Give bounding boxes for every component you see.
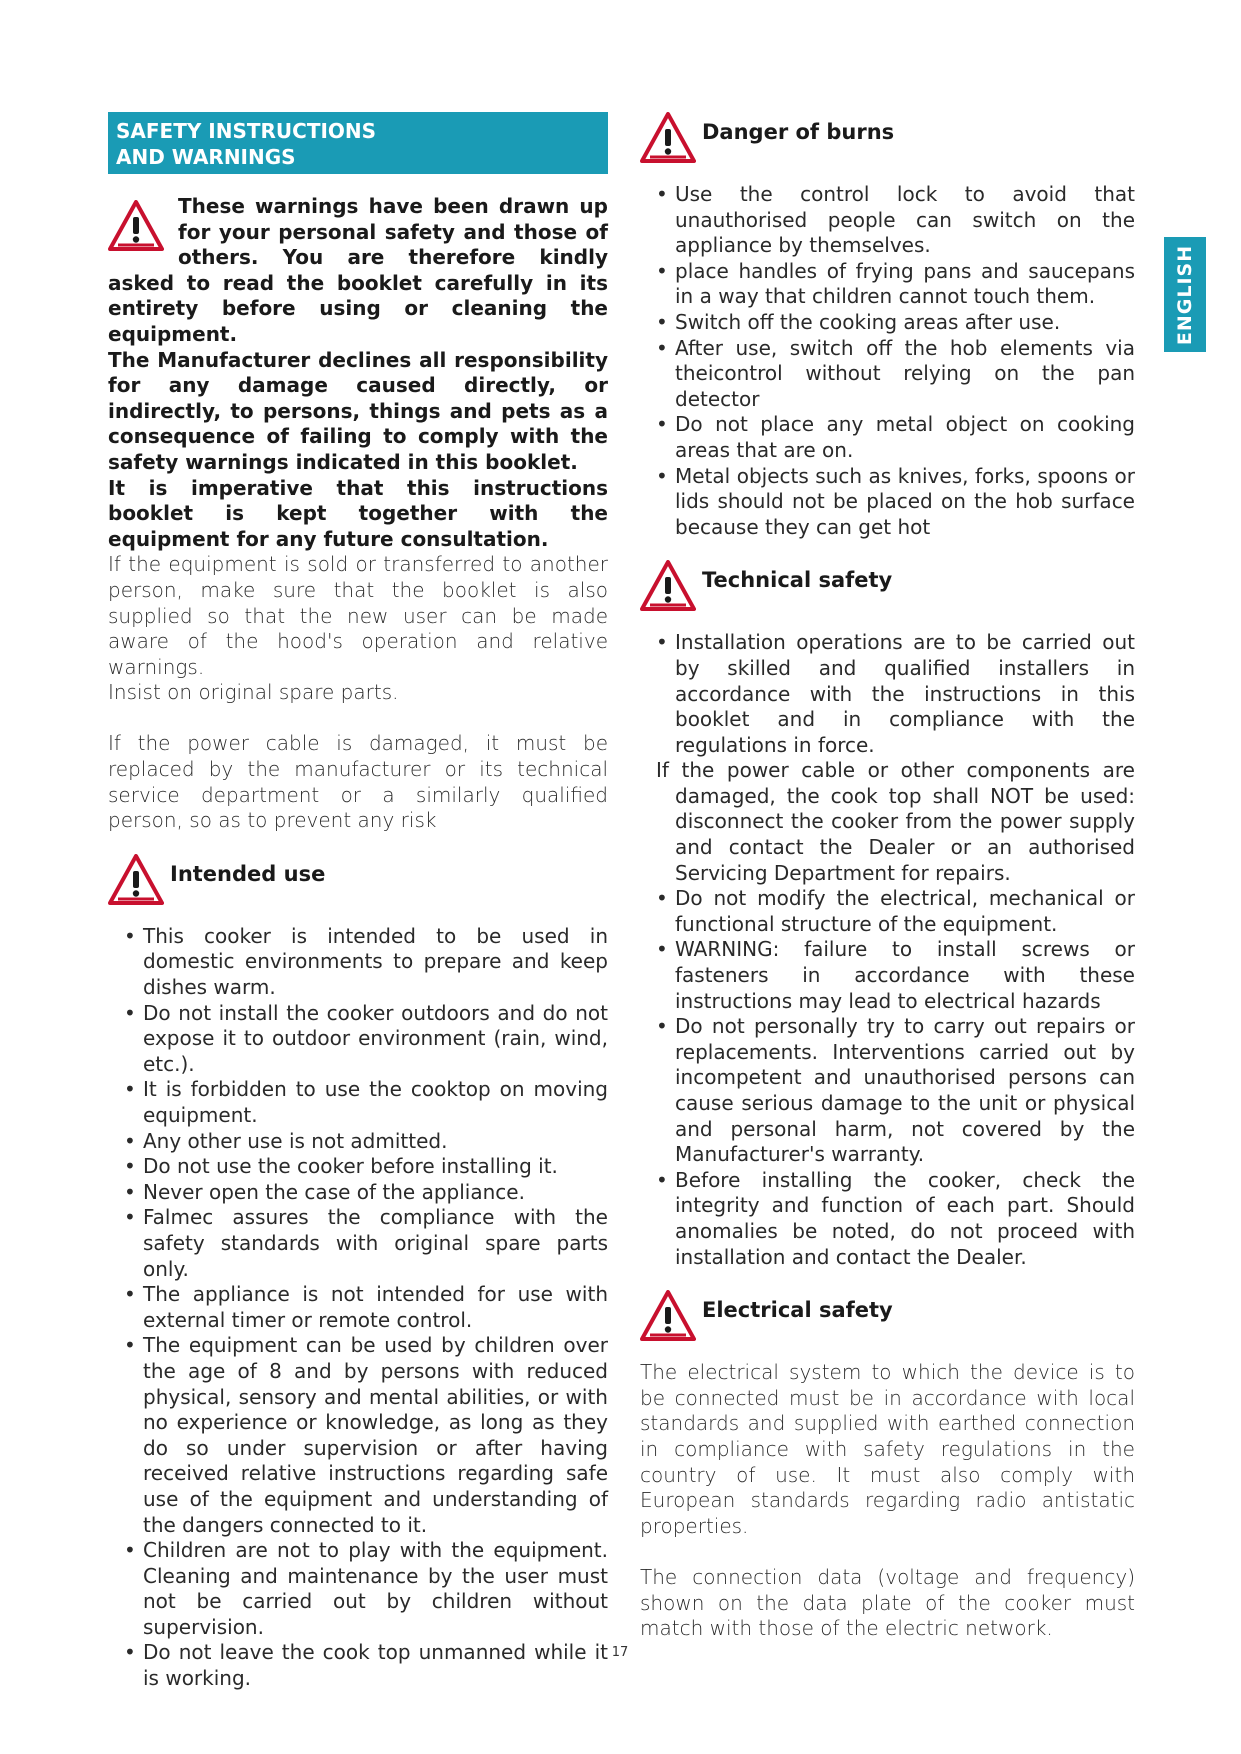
intro-transfer: If the equipment is sold or transferred to another person, make sure that the booklet is also supplied so that the new user can be made aware of the hood's operation and relative warnings. xyxy=(108,552,608,679)
list-item: • Do not modify the electrical, mechanical or functional structure of the equipment. xyxy=(640,886,1135,937)
list-item: • Do not install the cooker outdoors and do not expose it to outdoor environment (rain, wind, etc.). xyxy=(108,1001,608,1078)
list-item: • Falmec assures the compliance with the safety standards with original spare parts only. xyxy=(108,1205,608,1282)
list-item: • The appliance is not intended for use with external timer or remote control. xyxy=(108,1282,608,1333)
list-item: • It is forbidden to use the cooktop on moving equipment. xyxy=(108,1077,608,1128)
electrical-paragraph-1: The electrical system to which the device is to be connected must be in accordance with local standards and supplied with earthed connection in compliance with safety regulations in the country of use. It must also comply with European standards regarding radio antistatic properties. xyxy=(640,1360,1135,1538)
list-item: • place handles of frying pans and saucepans in a way that children cannot touch them. xyxy=(640,259,1135,310)
electrical-safety-title: Electrical safety xyxy=(702,1298,893,1323)
language-tab xyxy=(1164,237,1206,352)
intro-keep: It is imperative that this instructions booklet is kept together with the equipment for any future consultation. xyxy=(108,475,608,551)
list-item: • The equipment can be used by children over the age of 8 and by persons with reduced physical, sensory and mental abilities, or with no experience or knowledge, as long as they do so under supervision or after having received relative instructions regarding safe use of the equipment and understanding of the dangers connected to it. xyxy=(108,1333,608,1538)
intended-use-heading xyxy=(108,854,608,906)
warning-icon xyxy=(640,112,696,164)
language-tab-label: ENGLISH xyxy=(1174,244,1196,345)
intro-spare-parts: Insist on original spare parts. xyxy=(108,680,399,705)
list-item: • Do not use the cooker before installing it. xyxy=(108,1154,608,1180)
technical-safety-heading xyxy=(640,560,1135,612)
left-column xyxy=(108,112,608,1692)
technical-safety-list xyxy=(640,630,1135,1270)
section-header-line2: AND WARNINGS xyxy=(116,145,296,169)
list-item: • WARNING: failure to install screws or fasteners in accordance with these instructions may lead to electrical hazards xyxy=(640,937,1135,1014)
list-item: • Do not leave the cook top unmanned while it is working. xyxy=(108,1640,608,1691)
list-item: • After use, switch off the hob elements via theicontrol without relying on the pan detector xyxy=(640,336,1135,413)
list-item: • Do not place any metal object on cooking areas that are on. xyxy=(640,412,1135,463)
danger-of-burns-title: Danger of burns xyxy=(702,120,895,144)
page-number: 17 xyxy=(611,1645,629,1660)
technical-safety-title: Technical safety xyxy=(702,568,893,593)
list-item: • Any other use is not admitted. xyxy=(108,1129,608,1155)
list-item: • Use the control lock to avoid that unauthorised people can switch on the appliance by themselves. xyxy=(640,182,1135,259)
list-item: • Children are not to play with the equipment. Cleaning and maintenance by the user must not be carried out by children without supervision. xyxy=(108,1538,608,1640)
intended-use-title: Intended use xyxy=(170,861,326,886)
danger-of-burns-heading xyxy=(640,112,1135,164)
section-header-line1: SAFETY INSTRUCTIONS xyxy=(116,119,377,143)
warning-icon xyxy=(640,560,696,612)
danger-of-burns-list xyxy=(640,182,1135,540)
intro-bold-text: These warnings have been drawn up for your personal safety and those of others. You are therefore kindly asked to read the booklet carefully in its entirety before using or cleaning the equipment. xyxy=(108,194,608,346)
right-column xyxy=(640,112,1135,1642)
warning-icon xyxy=(108,854,164,906)
electrical-safety-heading xyxy=(640,1290,1135,1342)
list-item: • This cooker is intended to be used in domestic environments to prepare and keep dishes warm. xyxy=(108,924,608,1001)
list-item: • Installation operations are to be carried out by skilled and qualified installers in accordance with the instructions in this booklet and in compliance with the regulations in force. xyxy=(640,630,1135,758)
list-item: If the power cable or other components are damaged, the cook top shall NOT be used: disconnect the cooker from the power supply and contact the Dealer or an authorised Servicing Department for repairs. xyxy=(656,758,1135,885)
intro-responsibility: The Manufacturer declines all responsibility for any damage caused directly, or indirectly, to persons, things and pets as a consequence of failing to comply with the safety warnings indicated in this booklet. xyxy=(108,347,608,474)
list-item: • Before installing the cooker, check the integrity and function of each part. Should anomalies be noted, do not proceed with installation and contact the Dealer. xyxy=(640,1168,1135,1270)
intro-bold xyxy=(108,194,608,348)
intended-use-list xyxy=(108,924,608,1692)
list-item: • Metal objects such as knives, forks, spoons or lids should not be placed on the hob surface because they can get hot xyxy=(640,464,1135,541)
list-item: • Switch off the cooking areas after use. xyxy=(640,310,1135,336)
warning-icon xyxy=(640,1290,696,1342)
list-item: • Never open the case of the appliance. xyxy=(108,1180,608,1206)
intro-power-cable: If the power cable is damaged, it must be replaced by the manufacturer or its technical service department or a similarly qualified person, so as to prevent any risk xyxy=(108,731,608,833)
list-item: • Do not personally try to carry out repairs or replacements. Interventions carried out by incompetent and unauthorised persons can cause serious damage to the unit or physical and personal harm, not covered by the Manufacturer's warranty. xyxy=(640,1014,1135,1168)
section-header xyxy=(108,112,608,174)
electrical-paragraph-2: The connection data (voltage and frequency) shown on the data plate of the cooker must match with those of the electric network. xyxy=(640,1564,1135,1641)
warning-icon xyxy=(108,200,164,252)
